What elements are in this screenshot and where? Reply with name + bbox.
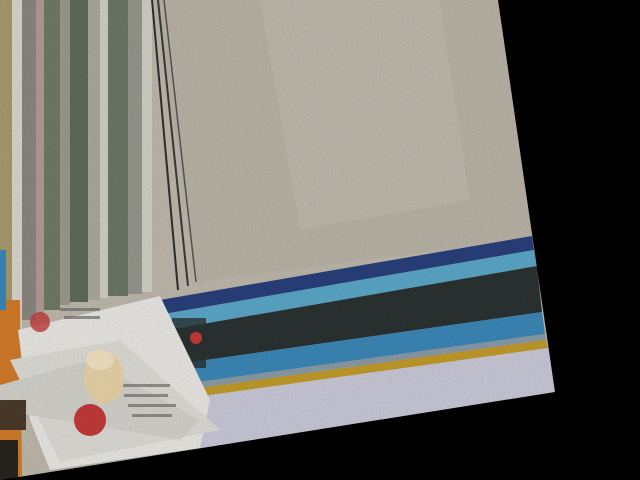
streak-light (12, 0, 22, 330)
streak-light-3 (142, 0, 152, 292)
streak-olive-3 (108, 0, 128, 296)
red-circle-mark (74, 404, 106, 436)
streak-pink (36, 0, 44, 315)
streak-gray-4 (128, 0, 142, 294)
print-line (124, 394, 168, 397)
streak-gray-2 (60, 0, 70, 305)
dark-block (0, 400, 26, 430)
print-line (64, 316, 100, 319)
red-small-mark (30, 312, 50, 332)
blue-sliver (0, 250, 6, 310)
print-line (132, 414, 172, 417)
print-line (60, 308, 100, 311)
shadow-corner (0, 440, 18, 480)
red-dot (190, 332, 202, 344)
streak-olive-1 (44, 0, 60, 310)
streak-light-2 (100, 0, 108, 298)
streak-gray-1 (22, 0, 36, 320)
print-line (120, 384, 170, 387)
print-line (128, 404, 176, 407)
streak-olive-2 (70, 0, 88, 302)
cream-figure-top (86, 350, 114, 370)
streak-gray-3 (88, 0, 100, 300)
